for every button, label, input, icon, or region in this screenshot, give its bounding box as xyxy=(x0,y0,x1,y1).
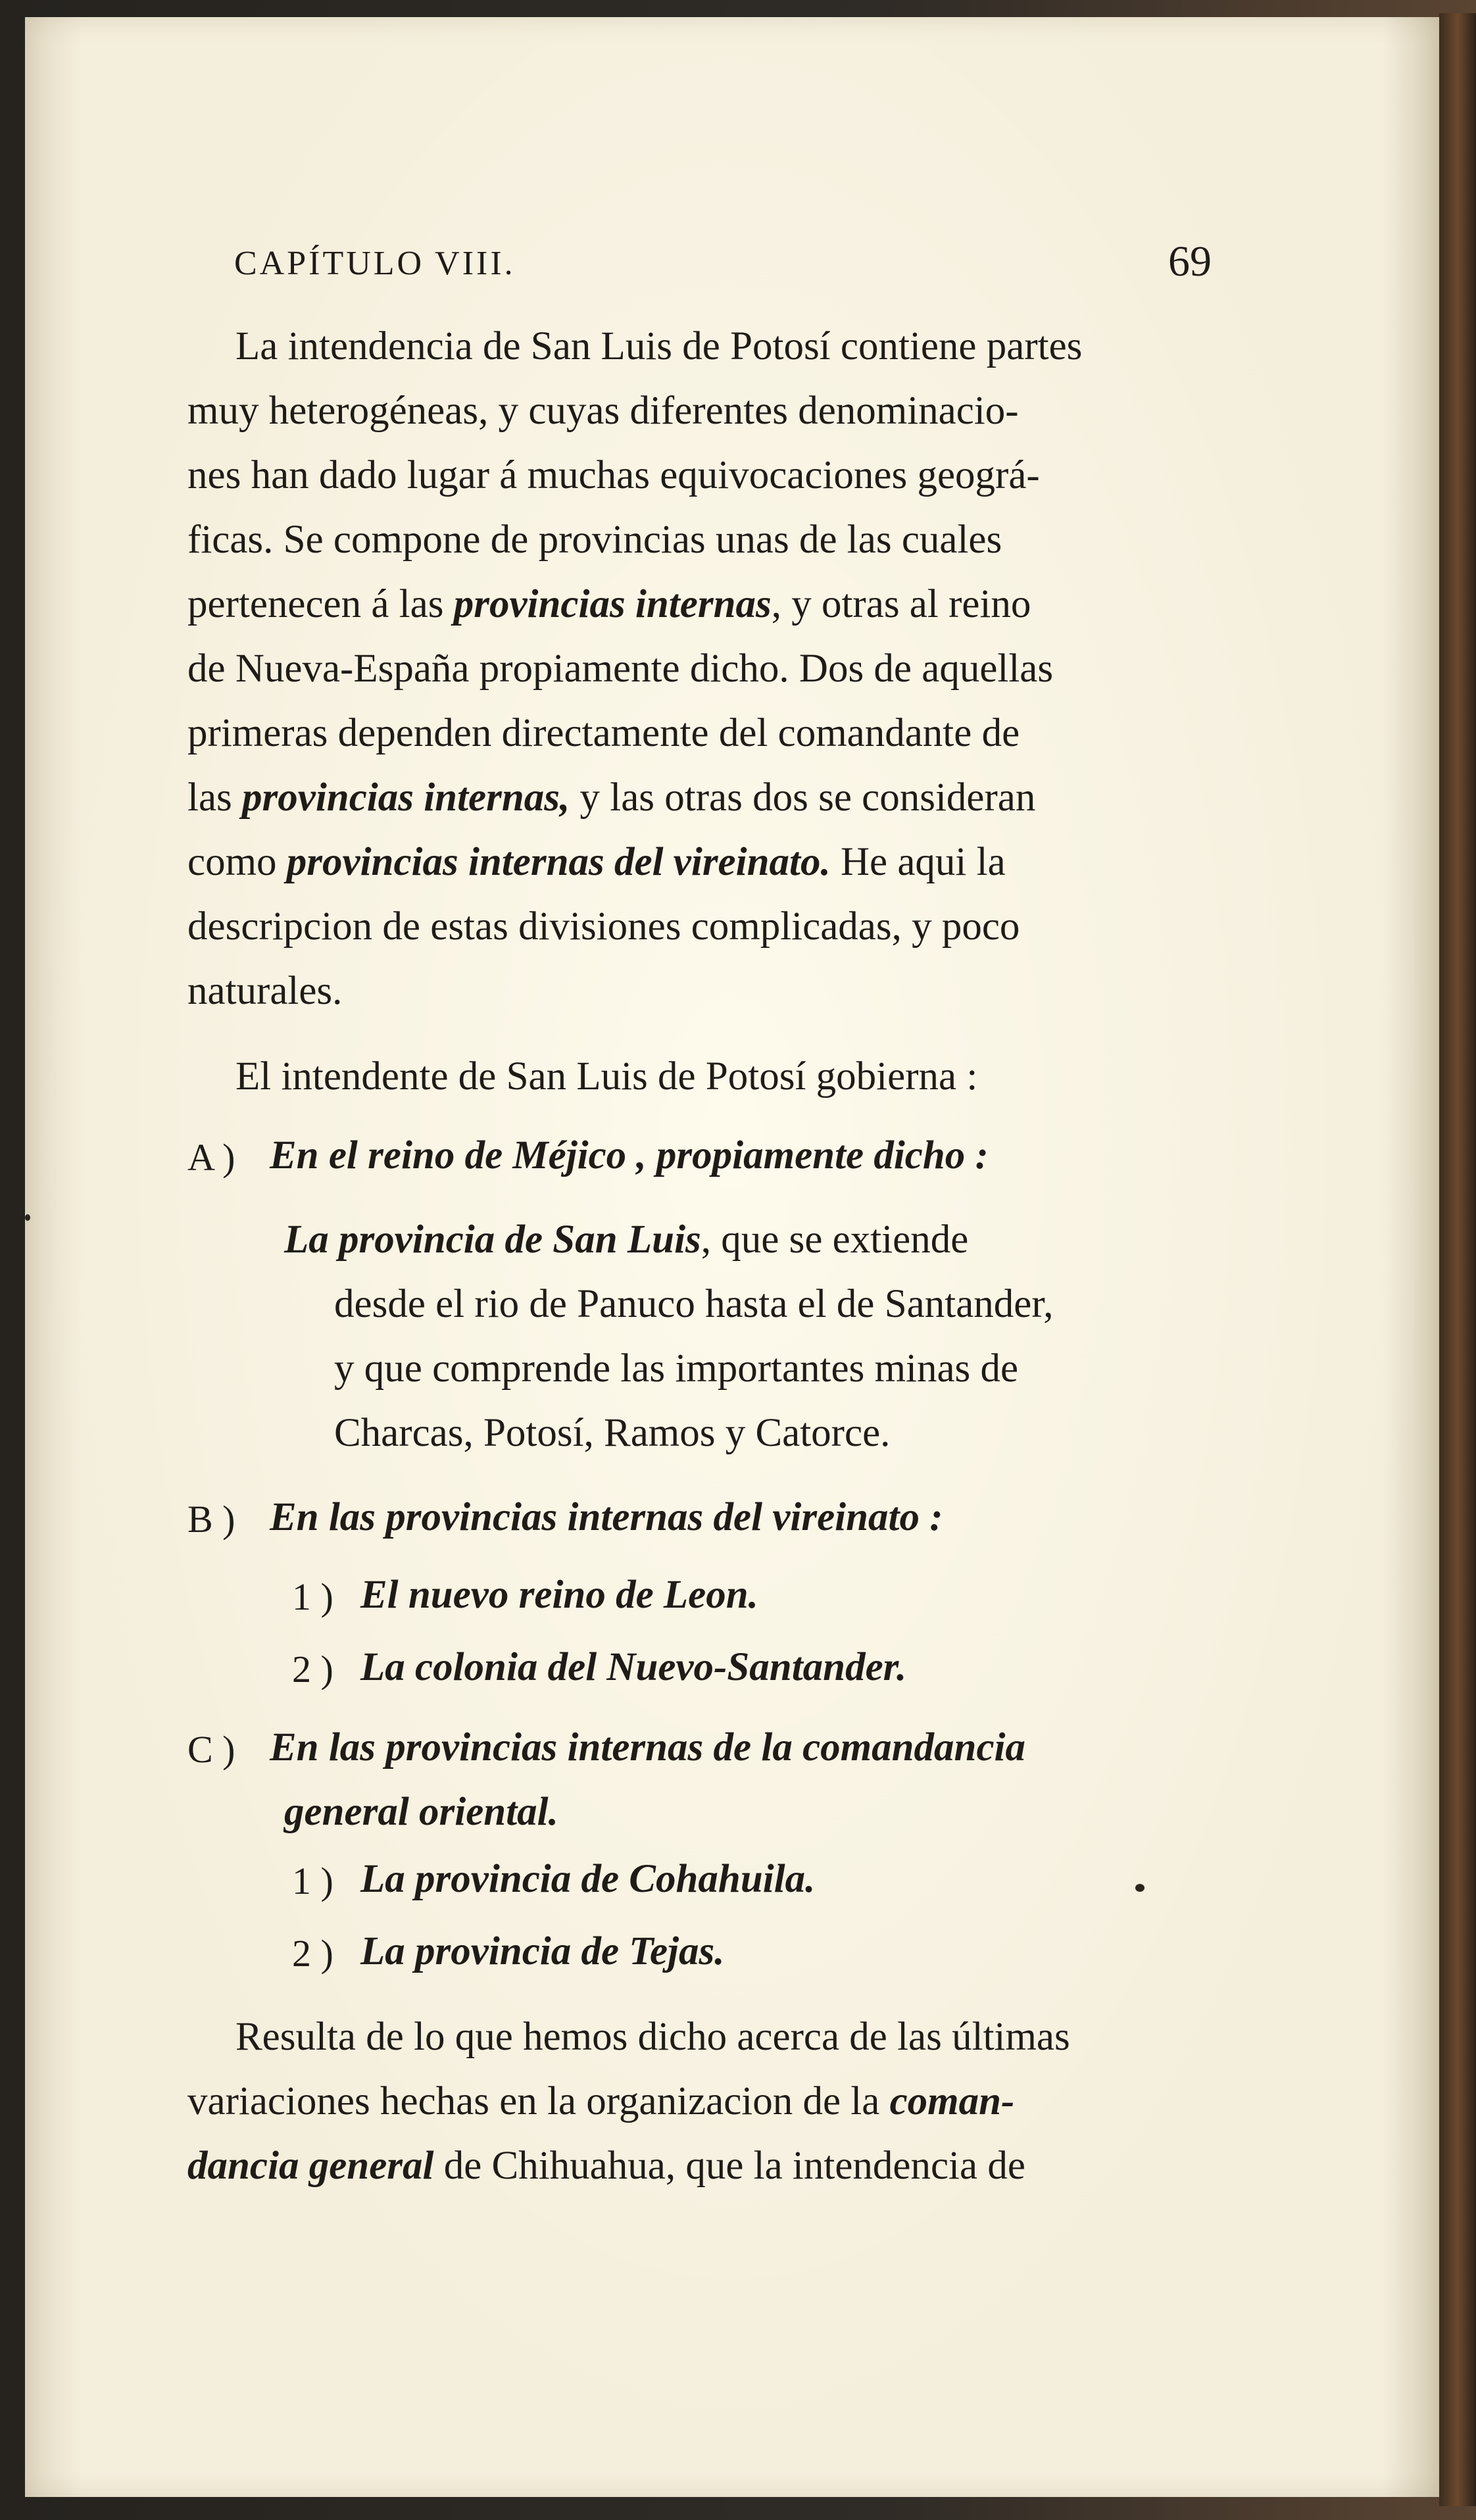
para1-italic-term: provincias internas del vireinato. xyxy=(286,840,831,884)
section-b-item-number: 1 ) xyxy=(292,1575,333,1618)
running-title: CAPÍTULO VIII. xyxy=(234,245,516,282)
section-c-item-number: 2 ) xyxy=(292,1932,333,1975)
para3-text: de Chihuahua, que la intendencia de xyxy=(433,2144,1025,2188)
section-b-item-number: 2 ) xyxy=(292,1648,333,1691)
para3-line-mixed xyxy=(187,2146,1025,2186)
para1-text: , y otras al reino xyxy=(771,582,1031,626)
section-b-item: La colonia del Nuevo-Santander. xyxy=(360,1645,907,1689)
para3-italic-term: coman- xyxy=(889,2079,1015,2123)
section-c-heading: En las provincias internas de la comandancia xyxy=(270,1725,1025,1769)
section-c-marker: C ) xyxy=(187,1728,235,1771)
section-a-marker: A ) xyxy=(187,1136,235,1179)
section-c-heading: general oriental. xyxy=(284,1790,558,1834)
para1-line-mixed xyxy=(187,584,1031,624)
section-a-cont-line: y que comprende las importantes minas de xyxy=(334,1346,1019,1391)
book-page xyxy=(25,17,1439,2497)
para1-line: primeras dependen directamente del comandante de xyxy=(187,711,1020,755)
para1-text: pertenecen á las xyxy=(187,582,454,626)
ink-speck xyxy=(1135,1884,1144,1892)
para1-line-mixed xyxy=(187,778,1035,818)
section-a-cont-line: Charcas, Potosí, Ramos y Catorce. xyxy=(334,1411,891,1455)
para1-text: y las otras dos se consideran xyxy=(570,776,1036,820)
para1-text: He aqui la xyxy=(830,840,1006,884)
ink-speck xyxy=(25,1214,30,1221)
section-b-item: El nuevo reino de Leon. xyxy=(360,1573,758,1617)
para3-italic-term: dancia general xyxy=(187,2144,434,2188)
para2-line: El intendente de San Luis de Potosí gobierna : xyxy=(235,1054,978,1099)
para1-line: ficas. Se compone de provincias unas de las cuales xyxy=(187,518,1002,562)
para1-line: La intendencia de San Luis de Potosí contiene partes xyxy=(235,324,1083,368)
para3-line-mixed xyxy=(187,2081,1014,2121)
para1-italic-term: provincias internas xyxy=(453,582,772,626)
para1-line: naturales. xyxy=(187,969,343,1013)
section-a-heading: En el reino de Méjico , propiamente dicho : xyxy=(270,1133,989,1177)
para1-italic-term: provincias internas, xyxy=(242,776,570,820)
para1-text: como xyxy=(187,840,287,884)
section-a-cont-line: desde el rio de Panuco hasta el de Santander, xyxy=(334,1282,1054,1326)
section-b-marker: B ) xyxy=(187,1498,235,1541)
para1-line: descripcion de estas divisiones complicadas, y poco xyxy=(187,904,1020,949)
page-number: 69 xyxy=(1168,237,1212,285)
section-a-item-text: , que se extiende xyxy=(701,1218,969,1262)
section-a-item-line xyxy=(284,1220,968,1260)
para3-text: variaciones hechas en la organizacion de la xyxy=(187,2079,890,2123)
para1-line: de Nueva-España propiamente dicho. Dos de aquellas xyxy=(187,647,1054,691)
para1-line-mixed xyxy=(187,842,1006,882)
para3-line: Resulta de lo que hemos dicho acerca de las últimas xyxy=(235,2015,1070,2059)
para1-text: las xyxy=(187,776,243,820)
para1-line: muy heterogéneas, y cuyas diferentes denominacio- xyxy=(187,389,1019,433)
book-spine-edge xyxy=(1439,13,1476,2506)
para1-line: nes han dado lugar á muchas equivocaciones geográ- xyxy=(187,453,1040,497)
section-a-item-italic: La provincia de San Luis xyxy=(284,1218,701,1262)
section-c-item-number: 1 ) xyxy=(292,1860,333,1902)
section-c-item: La provincia de Tejas. xyxy=(360,1929,725,1973)
section-b-heading: En las provincias internas del vireinato : xyxy=(270,1495,943,1539)
section-c-item: La provincia de Cohahuila. xyxy=(360,1857,816,1901)
